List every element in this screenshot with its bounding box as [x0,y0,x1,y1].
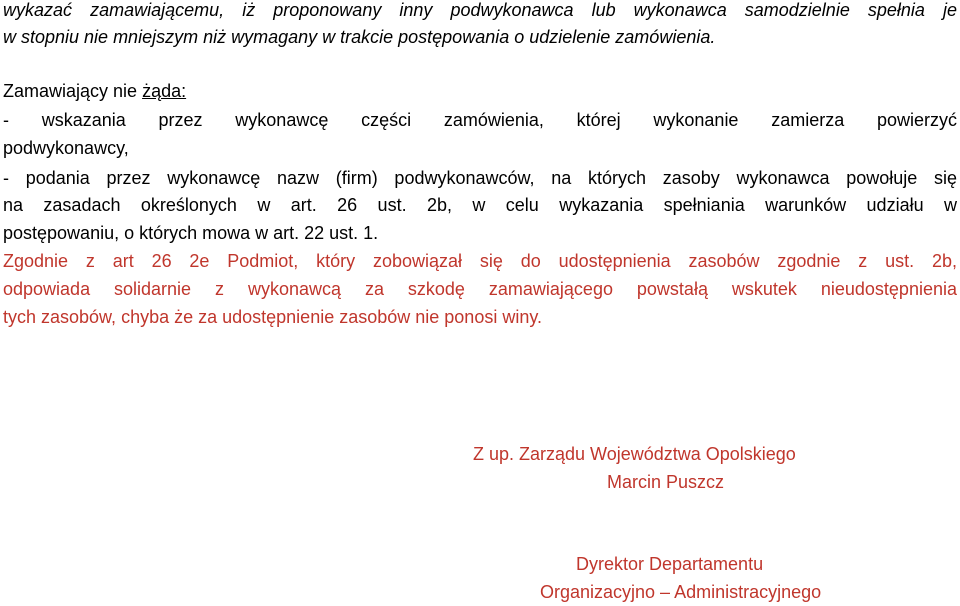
intro-line-2: w stopniu nie mniejszym niż wymagany w trakcie postępowania o udzielenie zamówienia. [3,27,716,47]
signature-title: Dyrektor Departamentu [576,554,764,574]
signature-name: Marcin Puszcz [607,472,725,492]
signature-authority: Z up. Zarządu Województwa Opolskiego [473,444,796,464]
bullet-line-1: - wskazania przez wykonawcę części zamówienia, której wykonanie zamierza powierzyć [3,110,957,130]
intro-line-1: wykazać zamawiającemu, iż proponowany inny podwykonawca lub wykonawca samodzielnie spełnia je [3,0,957,20]
bullet-line-4: na zasadach określonych w art. 26 ust. 2b, w celu wykazania spełniania warunków udziału w [3,195,957,215]
red-paragraph-line-3: tych zasobów, chyba że za udostępnienie zasobów nie ponosi winy. [3,307,542,327]
bullet-line-2: podwykonawcy, [3,138,129,158]
requirements-heading [3,81,186,103]
bullet-line-3: - podania przez wykonawcę nazw (firm) podwykonawców, na których zasoby wykonawca powołuje się [3,168,957,188]
red-paragraph-line-1: Zgodnie z art 26 2e Podmiot, który zobowiązał się do udostępnienia zasobów zgodnie z ust. 2b, [3,251,957,271]
red-paragraph-line-2: odpowiada solidarnie z wykonawcą za szkodę zamawiającego powstałą wskutek nieudostępnienia [3,279,957,299]
signature-department: Organizacyjno – Administracyjnego [540,582,822,602]
heading-underlined: żąda: [142,81,187,101]
bullet-line-5: postępowaniu, o których mowa w art. 22 ust. 1. [3,223,379,243]
heading-prefix: Zamawiający nie [3,81,143,101]
